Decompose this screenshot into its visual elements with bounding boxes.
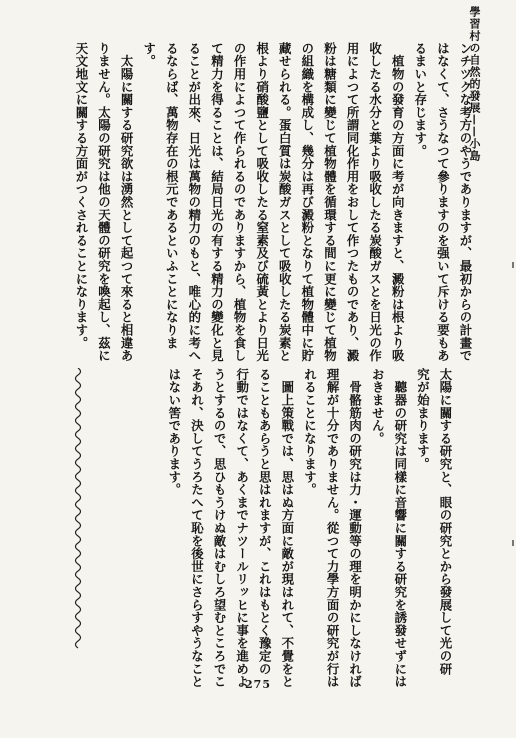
text-line: 聽器の研究は同樣に音響に關する研究を誘發せずには (392, 368, 408, 688)
text-line: 圖上策戰では、思はぬ方面に敵が現はれて、不覺をと (279, 368, 295, 688)
text-line: 用によつて所謂同化作用をおして作つたものであり、澱 (345, 42, 361, 362)
text-line: 植物の發育の方面に考が向きますと、澱粉は根より吸 (390, 42, 406, 362)
text-column-top (69, 42, 476, 362)
text-line: の作用によつて作られるのでありますから、植物を食し (232, 42, 248, 362)
page-number: 275 (245, 678, 271, 691)
scan-mark (512, 540, 514, 546)
text-line: 究が始まります。 (415, 368, 431, 471)
text-line: 太陽に關する研究欲は湧然として起つて來ると相違あ (119, 42, 135, 362)
scan-mark (512, 262, 514, 268)
text-line: す。 (141, 42, 157, 68)
wavy-section-divider (71, 368, 85, 650)
text-line: ンチツクな考方のやうでありますが、最初からの計畫で (458, 42, 473, 362)
text-line: 粉は糖類に變じて植物體を循環する間に更に變じて植物 (322, 42, 338, 362)
text-line: はない筈であります。 (166, 368, 182, 496)
text-line: おきません。 (370, 368, 386, 445)
text-line: 根より硝酸鹽として吸收したる窒素及び硫黃とより日光 (254, 42, 270, 362)
text-line: 天文地文に關する方面がつくされることになります。 (73, 42, 89, 350)
text-line: そあれ、決してうろたへて恥を後世にさらすやうなこと (189, 368, 205, 688)
running-title: 學習村の自然的發展——小島 (468, 6, 481, 162)
text-line: りません。太陽の研究は他の天體の研究を喚起し、茲に (96, 42, 112, 362)
text-line: 理解が十分でありません。從つて力學方面の研究が行は (325, 368, 341, 688)
text-line: るまいと存じます。 (412, 42, 428, 158)
text-line: の組織を構成し、幾分は再び澱粉となりて植物體中に貯 (299, 42, 315, 362)
text-line: るならば、萬物存在の根元であるといふことになりま (164, 42, 180, 350)
text-line: れることになります。 (302, 368, 318, 496)
text-line: うとするので、思ひもうけぬ敵はむしろ望むところでこ (212, 368, 228, 688)
text-line: 藏せられる。蛋白質は炭酸ガスとして吸收したる炭素と (277, 42, 293, 362)
text-line: はなくて、さうなつて參りますのを强いて斥ける要もあ (435, 42, 451, 362)
text-line: ることもあらうと思はれますが、これはもとく豫定の (257, 368, 273, 676)
text-line: て精力を得ることは、結局日光の有する精力の變化と見 (209, 42, 225, 362)
text-line: 行動ではなくて、あくまでナツールリッヒに事を進めよ (234, 368, 250, 688)
text-line: 骨骼筋肉の研究は力・運動等の理を明かにしなければ (347, 368, 363, 688)
text-line: 太陽に關する研究と、眼の研究とから發展して光の研 (438, 368, 453, 676)
text-line: ることが出來、日光は萬物の精力のもと、唯心的に考へ (186, 42, 202, 362)
text-line: 收したる水分と葉より吸收したる炭酸ガスとを日光の作 (367, 42, 383, 362)
